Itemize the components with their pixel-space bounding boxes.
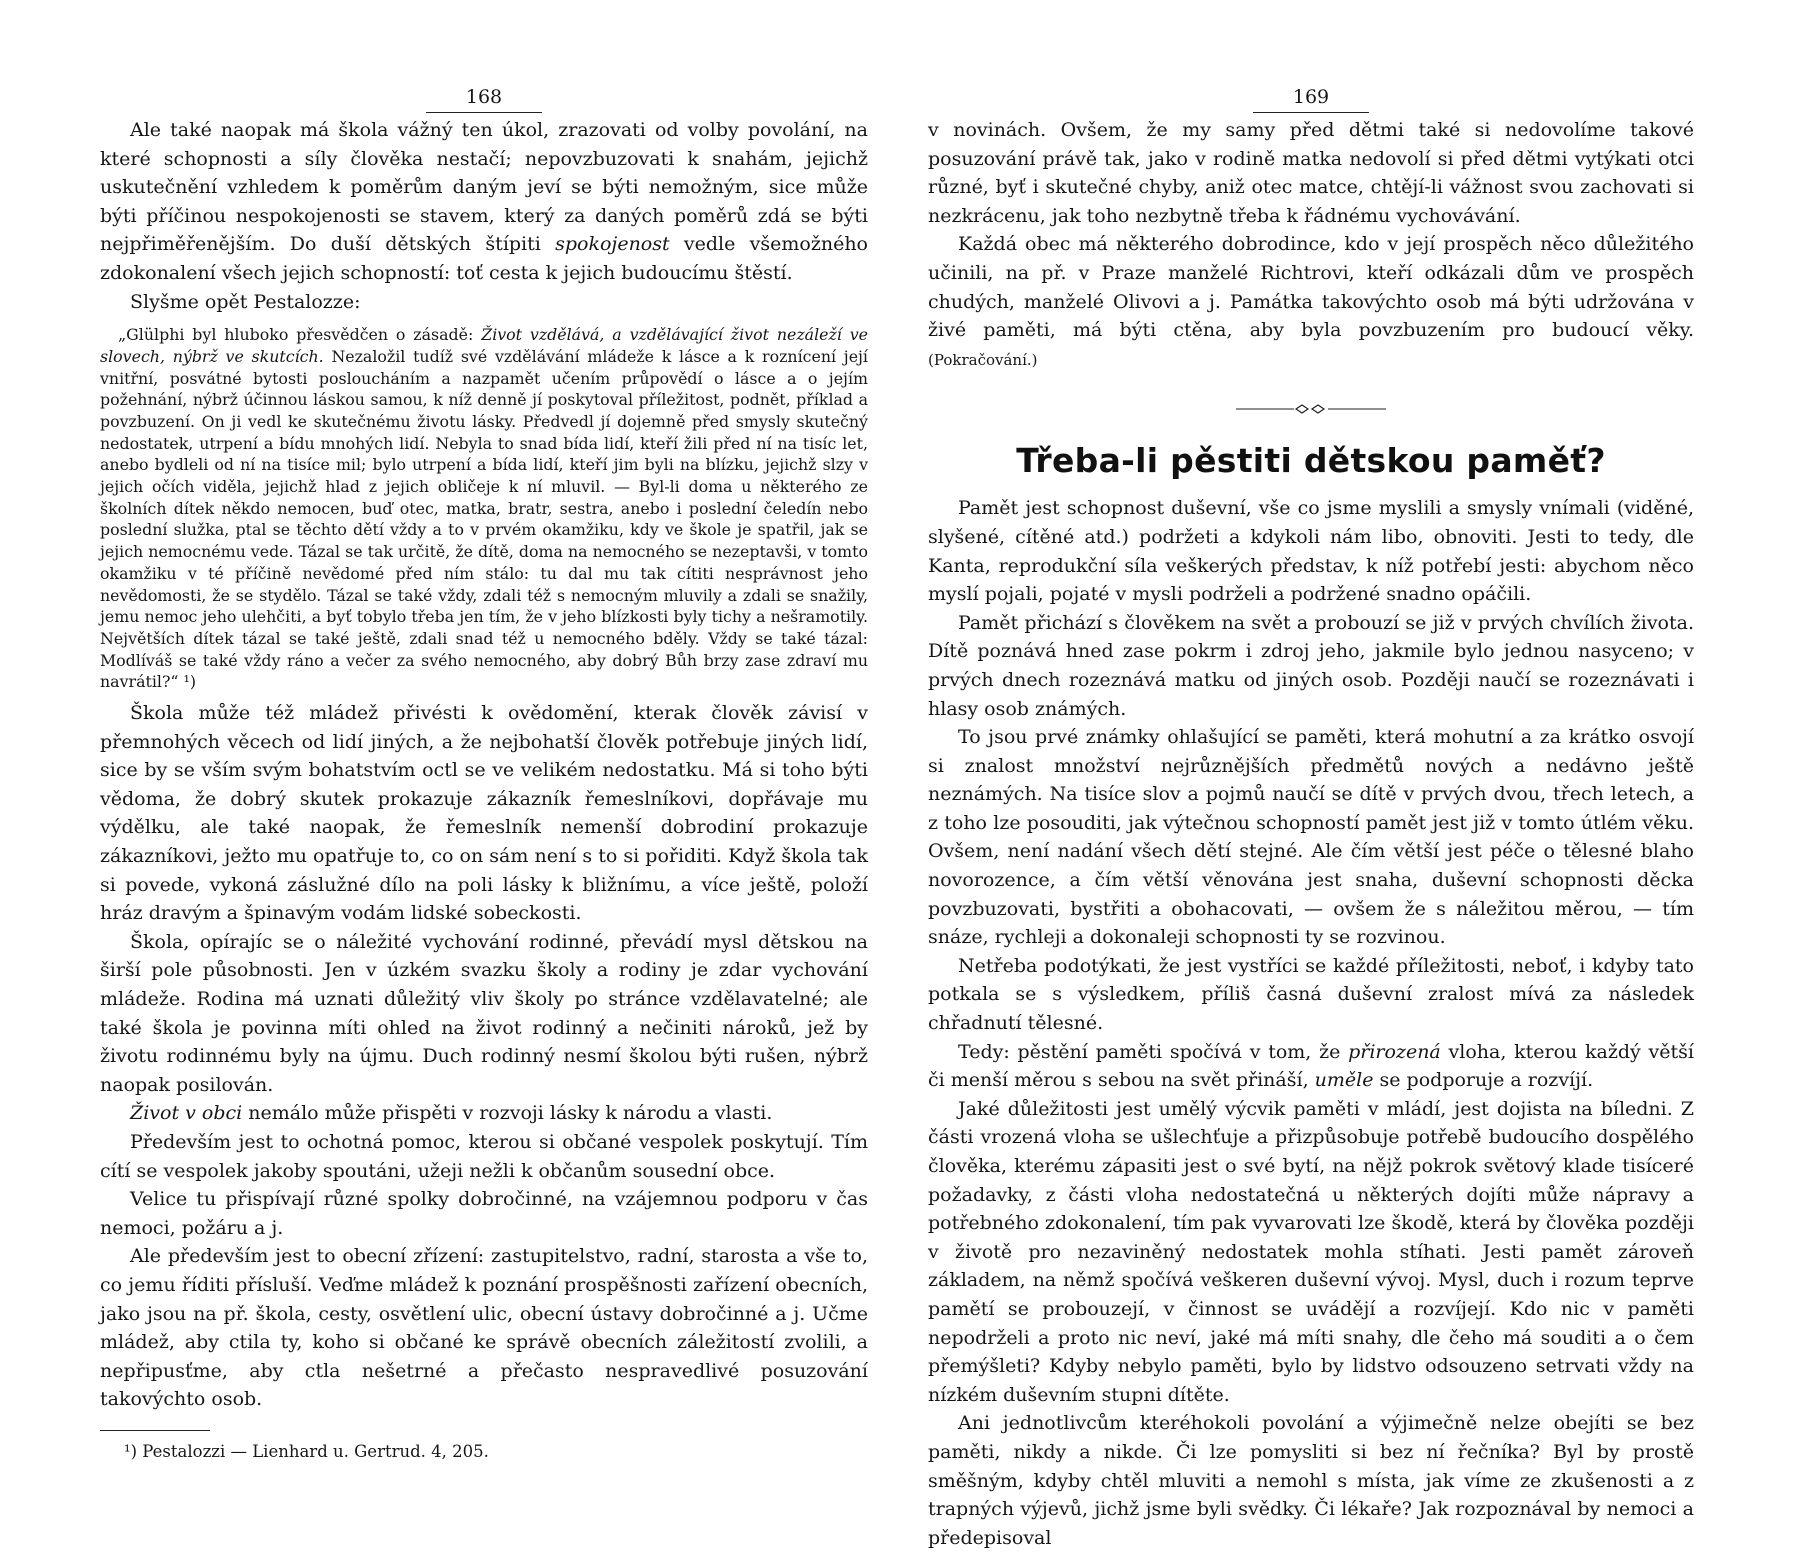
paragraph: Především jest to ochotná pomoc, kterou si občané vespolek poskytují. Tím cítí se vespolek jakoby spoutáni, užeji nežli k občanům sousední obce.	[100, 1131, 868, 1182]
paragraph: Pamět přichází s člověkem na svět a probouzí se již v prvých chvílích života. Dítě poznává hned zase pokrm i zdroj jeho, jakmile bylo jednou nasyceno; v prvých dnech rozeznává matku od jiných osob. Později naučí se rozeznávati i hlasy osob známých.	[928, 611, 1694, 720]
paragraph: Škola může též mládež přivésti k ovědomění, kterak člověk závisí v přemnohých věcech od lidí jiných, a že nejbohatší člověk potřebuje jiných lidí, sice by se vším svým bohatstvím octl se ve velikém nedostatku. Má si toho býti vědoma, že dobrý skutek prokazuje zákazník řemeslníkovi, dopřávaje mu výdělku, ale také naopak, že řemeslník nemenší dobrodiní prokazuje zákazníkovi, ježto mu opatřuje to, co on sám není s to si pořiditi. Když škola tak si povede, vykoná záslužné dílo na poli lásky k bližnímu, a více ještě, položí hráz dravým a špinavým vodám lidské sobeckosti.	[100, 702, 868, 925]
footnote-rule	[100, 1430, 210, 1431]
paragraph: Život v obci nemálo může přispěti v rozvoji lásky k národu a vlasti.	[130, 1102, 773, 1125]
right-page	[928, 0, 1694, 1552]
left-page	[100, 0, 868, 1463]
paragraph: Velice tu přispívají různé spolky dobročinné, na vzájemnou podporu v čas nemoci, požáru a j.	[100, 1188, 868, 1239]
paragraph: Ale především jest to obecní zřízení: zastupitelstvo, radní, starosta a vše to, co jemu říditi přísluší. Veďme mládež k poznání prospěšnosti zařízení obecních, jako jsou na př. škola, cesty, osvětlení ulic, obecní ústavy dobročinné a j. Učme mládež, aby ctila ty, koho si občané ke správě obecních záležitostí zvolili, a nepřipusťme, aby ctla nešetrné a přečasto nespravedlivé posuzování takovýchto osob.	[100, 1245, 868, 1411]
page-number: 168	[100, 86, 868, 116]
section-divider-ornament	[928, 400, 1694, 419]
paragraph: Pamět jest schopnost duševní, vše co jsme myslili a smysly vnímali (viděné, slyšené, cítěné atd.) podržeti a kdykoli nám libo, obnoviti. Jesti to tedy, dle Kanta, reprodukční síla veškerých představ, k níž potřebí jesti: abychom něco myslí pojali, pojaté v mysli podrželi a podržené snadno opáčili.	[928, 497, 1694, 606]
article-title: Třeba-li pěstiti dětskou paměť?	[1016, 441, 1606, 481]
paragraph: To jsou prvé známky ohlašující se paměti, která mohutní a za krátko osvojí si znalost množství nejrůznějších předmětů nových a nedávno ještě neznámých. Na tisíce slov a pojmů naučí se dítě v prvých dvou, třech letech, a z toho lze posouditi, jak výtečnou schopností pamět jest již v tomto útlém věku. Ovšem, není nadání všech dětí stejné. Ale čím větší jest péče o tělesné blaho novorozence, a čím větší věnována jest snaha, duševní schopnosti děcka povzbuzovati, bystřiti a obohacovati, — ovšem že s náležitou měrou, — tím snáze, rychleji a dokonaleji schopnosti ty se rozvinou.	[928, 726, 1694, 949]
paragraph: Tedy: pěstění paměti spočívá v tom, že přirozená vloha, kterou každý větší či menší měrou s sebou na svět přináší, uměle se podporuje a rozvíjí.	[928, 1040, 1694, 1092]
paragraph: Ale také naopak má škola vážný ten úkol, zrazovati od volby povolání, na které schopnosti a síly člověka nestačí; nepovzbuzovati k snahám, jejichž uskutečnění vzhledem k poměrům daným jeví se býti nemožným, sice může býti příčinou nespokojenosti se stavem, který za daných poměrů zdá se býti nejpřiměřenějším. Do duší dětských štípiti spokojenost vedle všemožného zdokonalení všech jejich schopností: toť cesta k jejich budoucímu štěstí.	[100, 119, 868, 284]
paragraph: Slyšme opět Pestalozze:	[130, 290, 361, 313]
block-quote: „Glülphi byl hluboko přesvědčen o zásadě: Život vzdělává, a vzdělávající život nezáleží ve slovech, nýbrž ve skutcích. Nezaložil tudíž své vzdělávání mládeže k lásce a k roznícení její vnitřní, posvátné bytosti posloucháním a nazpamět učením průpovědí o lásce a o jejím požehnání, nýbrž účinnou láskou samou, k níž denně jí poskytoval příležitost, podnět, příklad a povzbuzení. On ji vedl ke skutečnému životu lásky. Předvedl jí dojemně před smysly skutečný nedostatek, utrpení a bídu mnohých lidí. Nebyla to snad bída lidí, kteří žili před ní na tisíc let, anebo bydleli od ní na tisíce mil; bylo utrpení a bída lidí, kteří jim byli na blízku, jejichž slzy v jejich očích viděla, jejichž hlad z jejich obličeje k ní mluvil. — Byl-li doma u některého ze školních dítek někdo nemocen, buď otec, matka, bratr, sestra, anebo i poslední čeledín nebo poslední služka, ptal se těchto dětí vždy a to v prvém okamžiku, kdy ve škole je spatřil, jak se jejich nemocnému vede. Tázal se tak určitě, že dítě, doma na nemocného se nezeptavši, v tomto okamžiku v té příčině nevědomé před ním stálo: tu dal mu tak cítiti nesprávnost jeho nevědomosti, že se stydělo. Tázal se také vždy, zdali též s nemocným mluvily a zdali se snažily, jemu nemoc jeho ulehčiti, a byť tobylo třeba jen tím, že v jeho blízkosti byly tichy a nešramotily. Největších dítek tázal se také ještě, zdali snad též u nemocného bděly. Vždy se také tázal: Modlíváš se také vždy ráno a večer za svého nemocného, aby dobrý Bůh brzy zase zdraví mu navrátil?“ ¹)	[100, 325, 868, 692]
paragraph: Každá obec má některého dobrodince, kdo v její prospěch něco důležitého učinili, na př. v Praze manželé Richtrovi, kteří odkázali dům ve prospěch chudých, manželé Olivovi a j. Památka takovýchto osob má býti udržována v živé paměti, má býti ctěna, aby byla povzbuzením pro budoucí věky. (Pokračování.)	[928, 233, 1694, 369]
paragraph: Škola, opírajíc se o náležité vychování rodinné, převádí mysl dětskou na širší pole působnosti. Jen v úzkém svazku školy a rodiny je zdar vychování mládeže. Rodina má uznati důležitý vliv školy po stránce vzdělavatelné; ale také škola je povinna míti ohled na život rodinný a nečiniti nároků, jež by životu rodinnému byly na újmu. Duch rodinný nesmí školou býti rušen, nýbrž naopak posilován.	[100, 930, 868, 1096]
paragraph: Jaké důležitosti jest umělý výcvik paměti v mládí, jest dojista na bíledni. Z části vrozená vloha se ušlechťuje a přizpůsobuje potřebě budoucího dospělého člověka, kterému zápasiti jest o své bytí, na nějž pokrok světový klade tisíceré požadavky, z části vloha nedostatečná u některých dojíti může nápravy a potřebného zdokonalení, tím pak vyvarovati lze škodě, která by člověka později v životě pro nezaviněný nedostatek mohla stíhati. Jesti pamět zároveň základem, na němž spočívá veškeren duševní vývoj. Mysl, duch i rozum teprve pamětí se probouzejí, v činnost se uvádějí a rozvíjejí. Kdo nic v paměti nepodrželi a proto nic neví, jaké má míti snahy, dle čeho má souditi a o čem přemýšleti? Kdyby nebylo paměti, bylo by lidstvo odsouzeno setrvati vždy na nízkém duševním stupni dítěte.	[928, 1097, 1694, 1406]
page-number: 169	[928, 86, 1694, 116]
paragraph: Netřeba podotýkati, že jest vystříci se každé příležitosti, neboť, i kdyby tato potkala se s výsledkem, příliš časná duševní zralost mívá za následek chřadnutí tělesné.	[928, 954, 1694, 1035]
paragraph: Ani jednotlivcům kteréhokoli povolání a výjimečně nelze obejíti se bez paměti, nikdy a nikde. Či lze pomysliti si bez ní řečníka? Byl by prostě směšným, kdyby chtěl mluviti a nemohl s místa, jak víme ze zkušenosti a z trapných výjevů, jichž jsme byli svědky. Či lékaře? Jak rozpoznával by nemoci a předepisoval	[928, 1412, 1694, 1549]
continued-note: (Pokračování.)	[928, 350, 1038, 369]
footnote: ¹) Pestalozzi — Lienhard u. Gertrud. 4, 205.	[124, 1441, 489, 1461]
paragraph: v novinách. Ovšem, že my samy před dětmi také si nedovolíme takové posuzování právě tak, jako v rodině matka nedovolí si před dětmi vytýkati otci různé, byť i skutečné chyby, aniž otec matce, chtějí-li vážnost svou zachovati si nezkrácenu, jak toho nezbytně třeba k řádnému vychovávání.	[928, 119, 1694, 227]
